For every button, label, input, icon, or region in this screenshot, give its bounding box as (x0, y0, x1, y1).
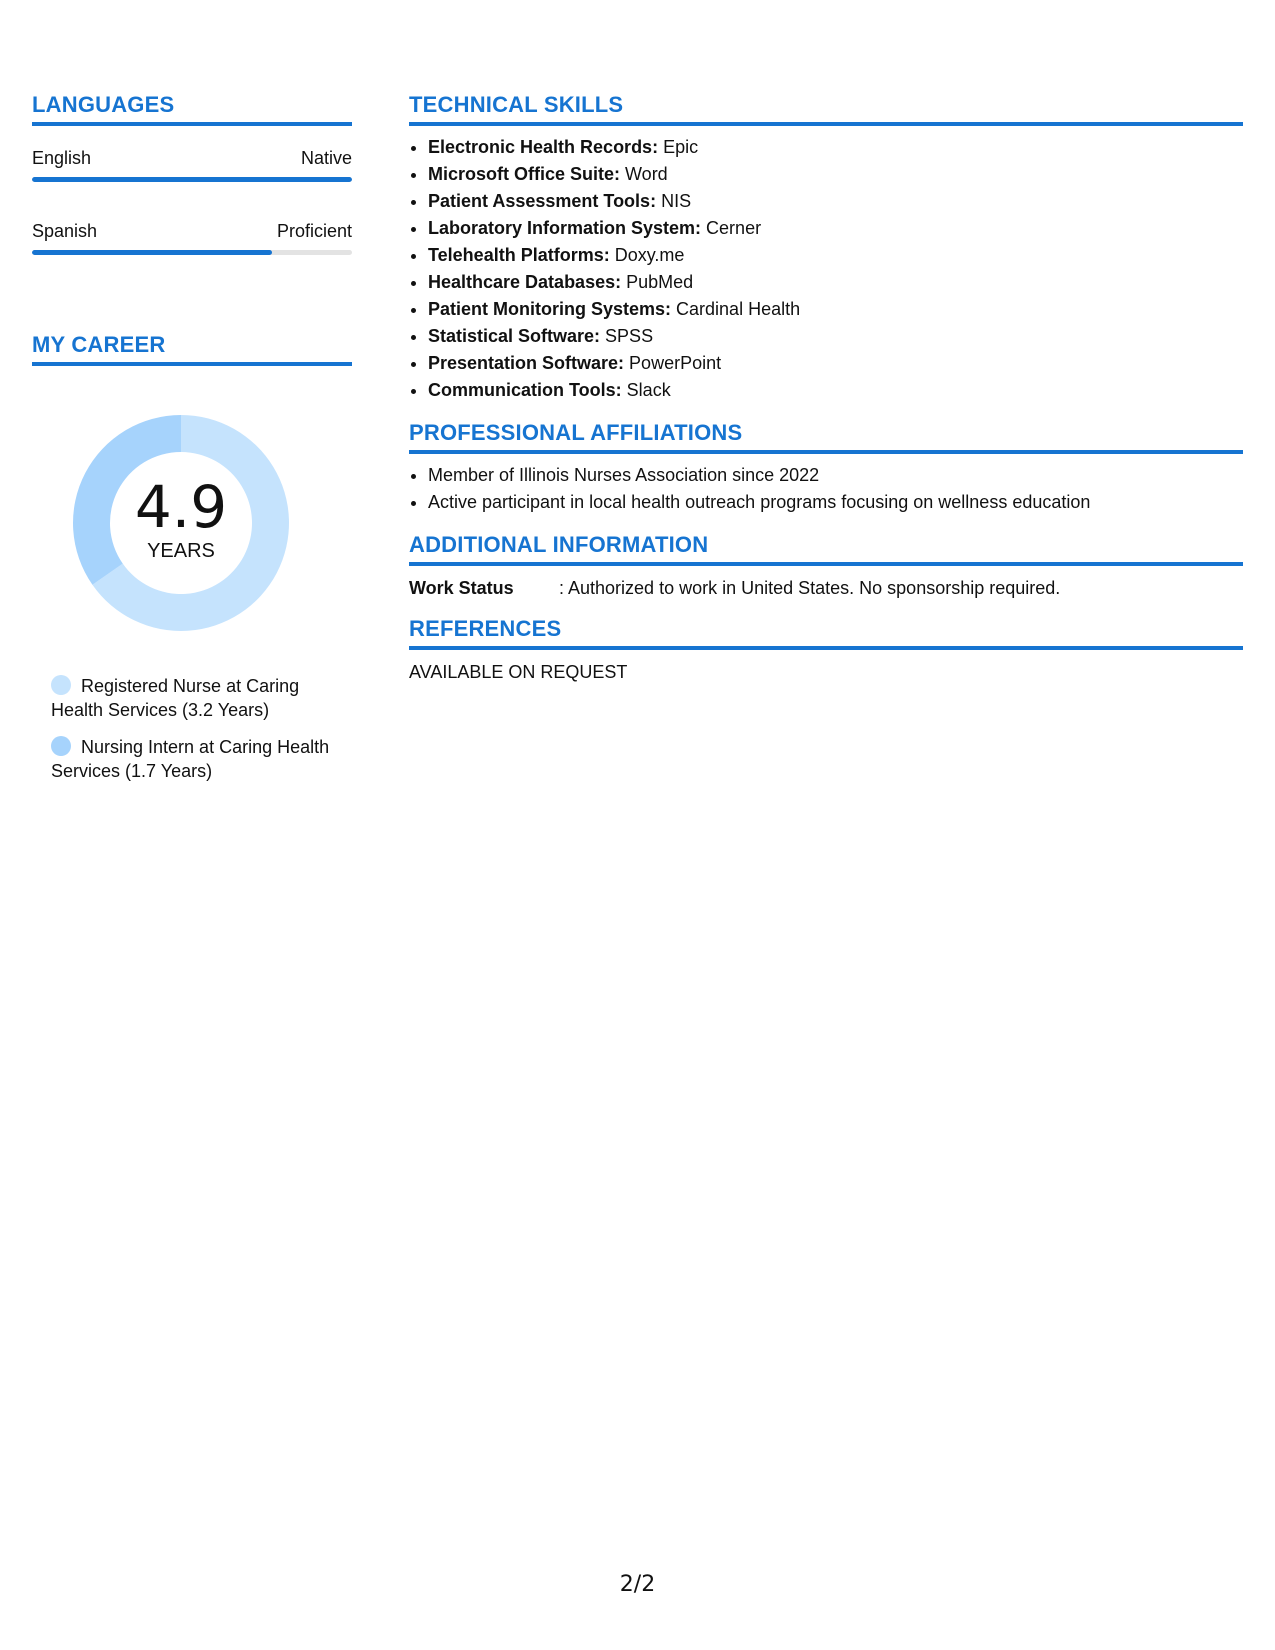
career-total-years: 4.9 (134, 473, 228, 541)
skill-label: Electronic Health Records: (428, 137, 659, 157)
legend-dot-icon (51, 675, 71, 695)
skill-value: PubMed (621, 272, 694, 292)
work-status-value: : Authorized to work in United States. No sponsorship required. (559, 578, 1061, 598)
skill-item (428, 134, 1243, 161)
affiliations-list (409, 462, 1243, 516)
skill-value: Word (620, 164, 668, 184)
skill-label: Healthcare Databases: (428, 272, 622, 292)
skill-value: NIS (656, 191, 692, 211)
skill-item (428, 215, 1243, 242)
skill-item (428, 269, 1243, 296)
skill-item (428, 350, 1243, 377)
affiliations-heading: PROFESSIONAL AFFILIATIONS (409, 420, 1243, 454)
affiliations-section (409, 420, 1243, 516)
affiliation-item: • Active participant in local health outreach programs focusing on wellness education (428, 489, 1243, 516)
skill-value: Doxy.me (609, 245, 685, 265)
career-donut-chart (66, 408, 296, 638)
language-level-bar (32, 250, 352, 255)
references-text: AVAILABLE ON REQUEST (409, 662, 628, 682)
language-name: Spanish (32, 221, 98, 241)
skill-label: Communication Tools: (428, 380, 622, 400)
skill-label: Patient Assessment Tools: (428, 191, 657, 211)
skill-label: Patient Monitoring Systems: (428, 299, 672, 319)
career-section (32, 332, 352, 783)
skill-value: Cerner (701, 218, 762, 238)
skill-item (428, 242, 1243, 269)
technical-skills-list (409, 134, 1243, 404)
work-status-label: Work Status (409, 578, 514, 598)
career-legend (51, 674, 331, 783)
career-donut-center (66, 408, 296, 638)
legend-dot-icon (51, 736, 71, 756)
skill-label: Presentation Software: (428, 353, 625, 373)
skill-value: Epic (658, 137, 699, 157)
references-heading: REFERENCES (409, 616, 1243, 650)
language-item-spanish (32, 220, 352, 255)
technical-skills-section (409, 92, 1243, 404)
legend-item (51, 674, 331, 722)
skill-label: Laboratory Information System: (428, 218, 702, 238)
additional-info-heading: ADDITIONAL INFORMATION (409, 532, 1243, 566)
skill-label: Microsoft Office Suite: (428, 164, 621, 184)
work-status-row (409, 576, 1243, 600)
skill-label: Statistical Software: (428, 326, 601, 346)
skill-value: Cardinal Health (671, 299, 801, 319)
skill-label: Telehealth Platforms: (428, 245, 610, 265)
language-level-bar-fill (32, 250, 272, 255)
career-heading: MY CAREER (32, 332, 352, 366)
languages-section (32, 92, 352, 255)
language-level: Proficient (276, 221, 352, 241)
language-level-bar (32, 177, 352, 182)
references-section (409, 616, 1243, 684)
skill-value: PowerPoint (624, 353, 722, 373)
career-total-unit: YEARS (147, 540, 215, 562)
language-level-bar-fill (32, 177, 352, 182)
page-number: 2/2 (619, 1572, 656, 1597)
legend-item (51, 735, 331, 783)
languages-heading: LANGUAGES (32, 92, 352, 126)
additional-info-section (409, 532, 1243, 600)
legend-label: Nursing Intern at Caring Health Services (1.7 Years) (51, 737, 330, 781)
skill-item (428, 161, 1243, 188)
skill-item (428, 296, 1243, 323)
right-column (409, 92, 1243, 684)
skill-item (428, 188, 1243, 215)
language-level: Native (300, 148, 352, 168)
technical-skills-heading: TECHNICAL SKILLS (409, 92, 1243, 126)
skill-value: Slack (621, 380, 671, 400)
left-column (32, 92, 352, 796)
legend-label: Registered Nurse at Caring Health Services (3.2 Years) (51, 676, 300, 720)
language-name: English (32, 148, 92, 168)
skill-item (428, 323, 1243, 350)
skill-item (428, 377, 1243, 404)
skill-value: SPSS (600, 326, 654, 346)
language-item-english (32, 147, 352, 182)
affiliation-item: • Member of Illinois Nurses Association since 2022 (428, 462, 1243, 489)
